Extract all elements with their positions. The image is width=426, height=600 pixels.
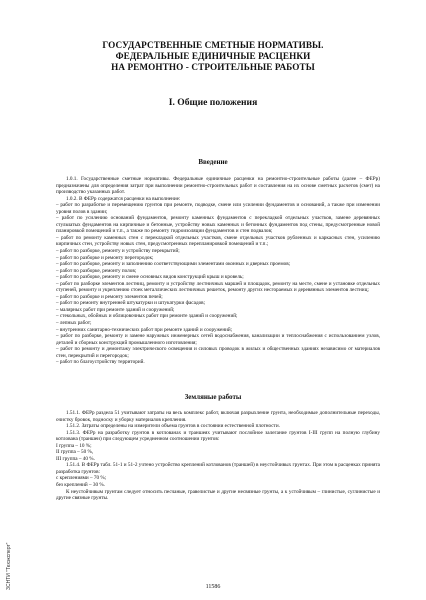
list-item: – работ по ремонту и демонтажу электрического освещения и силовых проводок в жилых и общественных зданиях независимо от материалов стен, перекрытий и перегородок; bbox=[56, 346, 380, 359]
document-title-line-3: НА РЕМОНТНО - СТРОИТЕЛЬНЫЕ РАБОТЫ bbox=[111, 62, 315, 72]
side-watermark: ЗСНТИ "Техэксперт" bbox=[6, 542, 12, 590]
earthworks-body bbox=[56, 410, 380, 502]
intro-paragraph-1: 1.0.1. Государственные сметные нормативы. Федеральные единичные расценки на ремонтно-строительные работы (далее – ФЕРр) предназначены для определения затрат при выполнении ремонтно-строительных работ и составления на их основе сметных расчетов (смет) на производство указанных работ. bbox=[56, 176, 380, 196]
earthworks-paragraph-5: К неустойчивым грунтам следует относить песчаные, гравелистые и другие несвязные грунты, а к устойчивым – глинистые, суглинистые и другие связные грунты. bbox=[56, 488, 380, 502]
list-item: – работ по разборке и ремонту перегородок; bbox=[56, 254, 154, 261]
list-item: – стекольных, обойных и облицовочных работ при ремонте зданий и сооружений; bbox=[56, 313, 238, 320]
earthworks-paragraph-3: 1.51.3. ФЕРр на разработку грунтов в котлованах и траншеях учитывают послойное залегание грунтов I-III групп на полную глубину котлована (траншеи) при следующем усредненном соотношении грунтов: bbox=[56, 429, 380, 443]
document-title-line-2: ФЕДЕРАЛЬНЫЕ ЕДИНИЧНЫЕ РАСЦЕНКИ bbox=[115, 51, 311, 61]
list-item: – работ по разборке, ремонту и устройству перекрытий; bbox=[56, 248, 180, 255]
list-item: – работ по разборке элементов лестниц, ремонту и устройству лестничных маршей и площадок, ремонту на месте, смене и установке отдельных ступеней, ремонту и укреплению стоек металлических лестничных решеток, ремонту других несгораемых и деревянных элементов лестниц; bbox=[56, 280, 380, 294]
earthworks-paragraph-2: 1.51.2. Затраты определены на измерители объема грунтов в состоянии естественной плотности. bbox=[66, 423, 280, 430]
document-title-line-1: ГОСУДАРСТВЕННЫЕ СМЕТНЫЕ НОРМАТИВЫ. bbox=[102, 40, 324, 50]
list-item: – лепных работ; bbox=[56, 320, 92, 327]
list-item: – работ по разборке, ремонту и смене основных видов конструкций крыш и кровель; bbox=[56, 274, 244, 281]
list-item: – работ по ремонту каменных стен с перекладкой отдельных участков, смене отдельных участков рубленных и каркасных стен, усилению кирпичных стен, устройству новых стен, предусмотренных перепланировкой помещений и т.п.; bbox=[56, 234, 380, 248]
earthworks-heading: Земляные работы bbox=[184, 393, 242, 401]
list-item: – работ по разработке и перемещению грунтов при ремонте, подводке, смене или усилении фундаментов и оснований, а также при изменении уровня полов в здании; bbox=[56, 202, 380, 215]
soil-group-item: II группа – 50 %, bbox=[56, 449, 94, 456]
soil-group-item: I группа – 10 %; bbox=[56, 442, 92, 449]
list-item: – работ по усилению оснований фундаментов, ремонту каменных фундаментов с перекладкой отдельных участков, замене деревянных стульчатых фундаментов на кирпичные и бетонные, устройству новых каменных и бетонных фундаментов под стены, предусмотренные новой планировкой помещений и т.п., а также по ремонту гидроизоляции фундаментов и стен подвалов; bbox=[56, 215, 380, 235]
shoring-split-item: с креплениями – 70 %; bbox=[56, 475, 107, 482]
list-item: – работ по разборке, ремонту и замене наружных инженерных сетей водоснабжения, канализации и теплоснабжения с использованием узлов, деталей и сборных конструкций промышленного изготовления; bbox=[56, 333, 380, 346]
shoring-split-item: без креплений – 30 %. bbox=[56, 482, 105, 489]
earthworks-paragraph-4: 1.51.4. В ФЕРр табл. 51-1 и 51-2 учтено устройство креплений котлованов (траншей) в неустойчивых грунтах. При этом в расценках принята разработка грунтов: bbox=[56, 462, 380, 475]
list-item: – работ по благоустройству территорий. bbox=[56, 359, 145, 366]
list-item: – работ по ремонту внутренней штукатурки и штукатурки фасадов; bbox=[56, 300, 206, 307]
intro-paragraph-2: 1.0.2. В ФЕРр содержатся расценки на выполнение: bbox=[66, 195, 181, 202]
list-item: – работ по разборке, ремонту полов; bbox=[56, 267, 137, 274]
section-title: I. Общие положения bbox=[168, 97, 258, 108]
list-item: – внутренних санитарно-технических работ при ремонте зданий и сооружений; bbox=[56, 326, 233, 333]
intro-heading: Введение bbox=[198, 158, 228, 166]
list-item: – работ по разборке, ремонту и заполнению соответствующими элементами оконных и дверных проемов; bbox=[56, 261, 291, 268]
intro-body bbox=[56, 176, 380, 366]
soil-group-item: III группа – 40 %. bbox=[56, 455, 95, 462]
earthworks-paragraph-1: 1.51.1. ФЕРр раздела 51 учитывают затраты на весь комплекс работ, включая разрыхление грунта, необходимые дополнительные переходы, очистку бровок, подноску и уборку материалов крепления. bbox=[56, 410, 380, 423]
page-number: 11586 bbox=[205, 584, 221, 590]
list-item: – малярных работ при ремонте зданий и сооружений; bbox=[56, 306, 175, 313]
list-item: – работ по разборке и ремонту элементов печей; bbox=[56, 293, 163, 300]
